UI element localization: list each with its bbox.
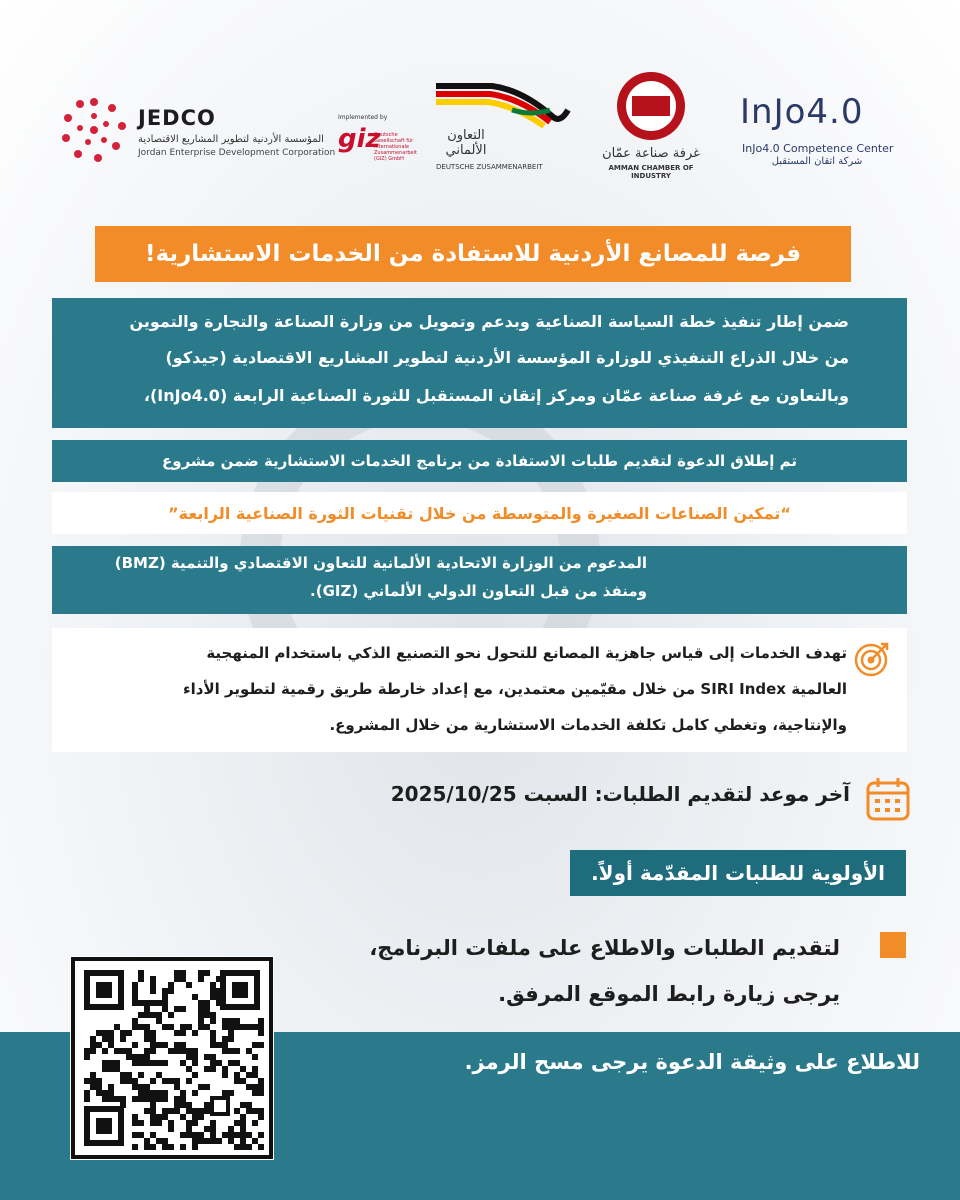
- project-title-box: “تمكين الصناعات الصغيرة والمتوسطة من خلال تقنيات الثورة الصناعية الرابعة”: [52, 492, 907, 534]
- goal-line-2: العالمية SIRI Index من خلال مقيّمين معتمدين، مع إعداد خارطة طريق رقمية لتطوير الأداء: [183, 680, 847, 698]
- giz-implemented-by: Implemented by: [338, 114, 388, 121]
- intro-line-2: من خلال الذراع التنفيذي للوزارة المؤسسة الأردنية لتطوير المشاريع الاقتصادية (جيدكو): [165, 348, 849, 367]
- apply-line-1: لتقديم الطلبات والاطلاع على ملفات البرنامج،: [369, 936, 840, 960]
- giz-mark: giz: [338, 124, 381, 154]
- injo-logo: [740, 90, 910, 180]
- aci-emblem-icon: [596, 70, 706, 144]
- aci-arabic-name: غرفة صناعة عمّان: [602, 146, 700, 161]
- goal-box: [52, 628, 907, 752]
- apply-instructions: [320, 925, 840, 1017]
- intro-line-3: وبالتعاون مع غرفة صناعة عمّان ومركز إتقان المستقبل للثورة الصناعية الرابعة (InJo4.0)،: [143, 386, 849, 405]
- aci-english-name: AMMAN CHAMBER OF INDUSTRY: [608, 164, 694, 180]
- intro-line-1: ضمن إطار تنفيذ خطة السياسة الصناعية وبدعم وتمويل من وزارة الصناعة والتجارة والتموين: [129, 312, 849, 331]
- jedco-english-name: Jordan Enterprise Development Corporation: [138, 148, 336, 158]
- apply-line-2: يرجى زيارة رابط الموقع المرفق.: [498, 982, 840, 1006]
- qr-code[interactable]: [70, 956, 274, 1160]
- german-cooperation-logo: [432, 80, 572, 180]
- support-line-2: ومنفذ من قبل التعاون الدولي الألماني (GIZ).: [310, 582, 647, 600]
- goal-line-3: والإنتاجية، وتغطي كامل تكلفة الخدمات الاستشارية من خلال المشروع.: [329, 716, 847, 734]
- priority-banner: الأولوية للطلبات المقدّمة أولاً.: [570, 850, 906, 896]
- injo-competence-center: InJo4.0 Competence Center: [742, 142, 894, 155]
- jedco-star-icon: [58, 94, 130, 166]
- cooperation-arabic: التعاون الألماني: [445, 128, 487, 158]
- injo-mark: InJo4.0: [740, 92, 864, 132]
- scan-instruction: للاطلاع على وثيقة الدعوة يرجى مسح الرمز.: [464, 1050, 920, 1074]
- calendar-icon: [864, 775, 912, 823]
- deadline-text: آخر موعد لتقديم الطلبات: السبت 2025/10/25: [390, 782, 850, 806]
- support-box: [52, 546, 907, 614]
- jedco-arabic-name: المؤسسة الأردنية لتطوير المشاريع الاقتصادية: [138, 134, 324, 145]
- bullet-square-icon: [880, 932, 906, 958]
- cooperation-german: DEUTSCHE ZUSAMMENARBEIT: [436, 163, 543, 171]
- launch-box: تم إطلاق الدعوة لتقديم طلبات الاستفادة من برنامج الخدمات الاستشارية ضمن مشروع: [52, 440, 907, 482]
- jedco-logo: [58, 94, 336, 170]
- amman-chamber-logo: [596, 70, 706, 190]
- support-line-1: المدعوم من الوزارة الاتحادية الألمانية للتعاون الاقتصادي والتنمية (BMZ): [114, 554, 647, 572]
- injo-arabic-name: شركة اتقان المستقبل: [771, 156, 863, 167]
- intro-box: [52, 298, 907, 428]
- jedco-title: JEDCO: [138, 106, 216, 130]
- flag-ribbon-icon: [432, 80, 572, 128]
- headline-banner: فرصة للمصانع الأردنية للاستفادة من الخدمات الاستشارية!: [95, 226, 851, 282]
- partner-logos: [0, 70, 960, 190]
- qr-code-pattern: [70, 956, 274, 1160]
- goal-line-1: تهدف الخدمات إلى قياس جاهزية المصانع للتحول نحو التصنيع الذكي باستخدام المنهجية: [206, 644, 847, 662]
- target-icon: [853, 638, 893, 678]
- giz-logo: [336, 110, 426, 170]
- giz-full-name: Deutsche Gesellschaft für Internationale Zusammenarbeit (GIZ) GmbH: [374, 132, 417, 162]
